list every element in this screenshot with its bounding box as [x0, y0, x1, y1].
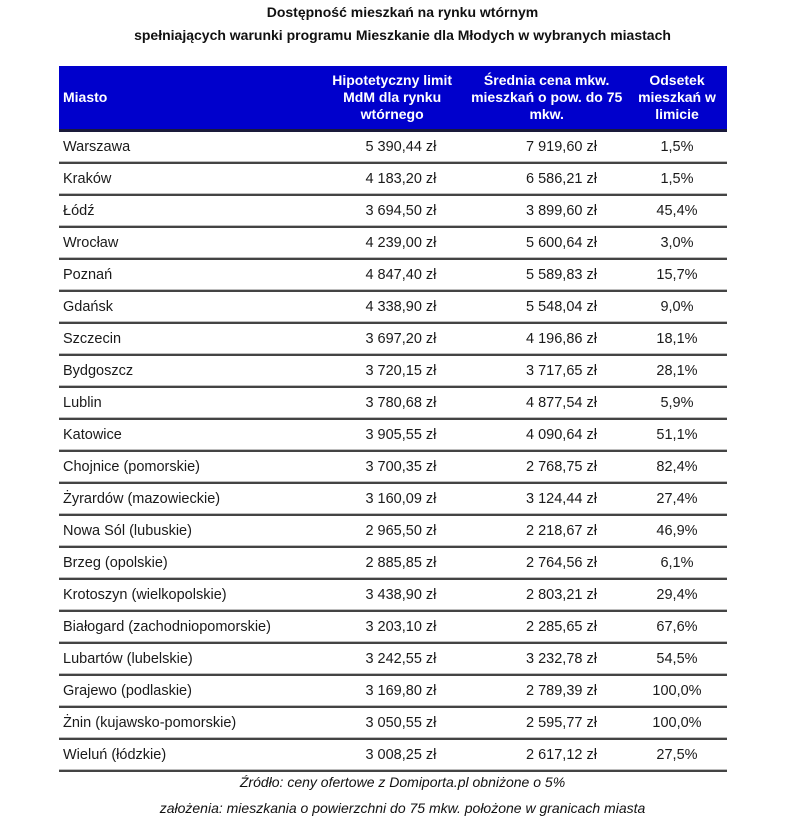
limit-cell: 3 720,15 zł	[318, 355, 467, 387]
table-row	[59, 131, 727, 164]
share-cell: 29,4%	[627, 579, 727, 611]
limit-cell: 2 885,85 zł	[318, 547, 467, 579]
limit-cell: 3 697,20 zł	[318, 323, 467, 355]
limit-cell: 2 965,50 zł	[318, 515, 467, 547]
limit-cell: 3 242,55 zł	[318, 643, 467, 675]
city-cell: Chojnice (pomorskie)	[59, 451, 318, 483]
table-title-line-1: Dostępność mieszkań na rynku wtórnym	[266, 4, 539, 20]
avg-price-cell: 5 600,64 zł	[466, 227, 627, 259]
limit-cell: 3 169,80 zł	[318, 675, 467, 707]
city-cell: Łódź	[59, 195, 318, 227]
city-cell: Lubartów (lubelskie)	[59, 643, 318, 675]
city-cell: Lublin	[59, 387, 318, 419]
table-row	[59, 323, 727, 355]
limit-cell: 3 050,55 zł	[318, 707, 467, 739]
table-row	[59, 483, 727, 515]
avg-price-cell: 2 768,75 zł	[466, 451, 627, 483]
table-row	[59, 707, 727, 739]
city-cell: Żnin (kujawsko-pomorskie)	[59, 707, 318, 739]
avg-price-cell: 2 285,65 zł	[466, 611, 627, 643]
avg-price-cell: 7 919,60 zł	[466, 131, 627, 164]
limit-cell: 3 008,25 zł	[318, 739, 467, 771]
table-row	[59, 611, 727, 643]
city-cell: Poznań	[59, 259, 318, 291]
header-city: Miasto	[59, 66, 318, 131]
limit-cell: 4 183,20 zł	[318, 163, 467, 195]
share-cell: 3,0%	[627, 227, 727, 259]
city-cell: Warszawa	[59, 131, 318, 164]
avg-price-cell: 2 218,67 zł	[466, 515, 627, 547]
table-row	[59, 387, 727, 419]
assumptions-note: założenia: mieszkania o powierzchni do 75 mkw. położone w granicach miasta	[159, 800, 646, 816]
city-cell: Białogard (zachodniopomorskie)	[59, 611, 318, 643]
share-cell: 51,1%	[627, 419, 727, 451]
share-cell: 28,1%	[627, 355, 727, 387]
header-row	[59, 66, 727, 131]
avg-price-cell: 4 090,64 zł	[466, 419, 627, 451]
city-cell: Katowice	[59, 419, 318, 451]
city-cell: Wieluń (łódzkie)	[59, 739, 318, 771]
city-cell: Gdańsk	[59, 291, 318, 323]
avg-price-cell: 4 196,86 zł	[466, 323, 627, 355]
avg-price-cell: 2 595,77 zł	[466, 707, 627, 739]
table-row	[59, 419, 727, 451]
table-row	[59, 739, 727, 771]
share-cell: 1,5%	[627, 163, 727, 195]
share-cell: 18,1%	[627, 323, 727, 355]
limit-cell: 3 203,10 zł	[318, 611, 467, 643]
limit-cell: 4 847,40 zł	[318, 259, 467, 291]
city-cell: Kraków	[59, 163, 318, 195]
share-cell: 82,4%	[627, 451, 727, 483]
city-cell: Krotoszyn (wielkopolskie)	[59, 579, 318, 611]
table-row	[59, 579, 727, 611]
table-row	[59, 291, 727, 323]
share-cell: 1,5%	[627, 131, 727, 164]
table-row	[59, 547, 727, 579]
share-cell: 54,5%	[627, 643, 727, 675]
table-title-line-2: spełniających warunki programu Mieszkanie dla Młodych w wybranych miastach	[134, 27, 671, 43]
city-cell: Żyrardów (mazowieckie)	[59, 483, 318, 515]
share-cell: 100,0%	[627, 707, 727, 739]
share-cell: 15,7%	[627, 259, 727, 291]
share-cell: 6,1%	[627, 547, 727, 579]
header-share: Odsetek mieszkań w limicie	[627, 66, 727, 131]
avg-price-cell: 2 789,39 zł	[466, 675, 627, 707]
share-cell: 67,6%	[627, 611, 727, 643]
limit-cell: 4 338,90 zł	[318, 291, 467, 323]
avg-price-cell: 2 803,21 zł	[466, 579, 627, 611]
limit-cell: 3 160,09 zł	[318, 483, 467, 515]
table-row	[59, 259, 727, 291]
share-cell: 100,0%	[627, 675, 727, 707]
avg-price-cell: 3 232,78 zł	[466, 643, 627, 675]
city-cell: Brzeg (opolskie)	[59, 547, 318, 579]
avg-price-cell: 4 877,54 zł	[466, 387, 627, 419]
avg-price-cell: 3 717,65 zł	[466, 355, 627, 387]
avg-price-cell: 3 124,44 zł	[466, 483, 627, 515]
header-avg-price: Średnia cena mkw. mieszkań o pow. do 75 mkw.	[466, 66, 627, 131]
table-row	[59, 451, 727, 483]
table-body	[59, 131, 727, 772]
limit-cell: 3 694,50 zł	[318, 195, 467, 227]
share-cell: 9,0%	[627, 291, 727, 323]
city-cell: Wrocław	[59, 227, 318, 259]
limit-cell: 3 700,35 zł	[318, 451, 467, 483]
avg-price-cell: 6 586,21 zł	[466, 163, 627, 195]
city-cell: Szczecin	[59, 323, 318, 355]
limit-cell: 5 390,44 zł	[318, 131, 467, 164]
source-note: Źródło: ceny ofertowe z Domiporta.pl obniżone o 5%	[239, 774, 566, 790]
limit-cell: 3 780,68 zł	[318, 387, 467, 419]
share-cell: 27,4%	[627, 483, 727, 515]
limit-cell: 4 239,00 zł	[318, 227, 467, 259]
table-row	[59, 675, 727, 707]
table-row	[59, 643, 727, 675]
limit-cell: 3 438,90 zł	[318, 579, 467, 611]
share-cell: 46,9%	[627, 515, 727, 547]
city-cell: Bydgoszcz	[59, 355, 318, 387]
avg-price-cell: 2 764,56 zł	[466, 547, 627, 579]
table-row	[59, 163, 727, 195]
share-cell: 5,9%	[627, 387, 727, 419]
avg-price-cell: 2 617,12 zł	[466, 739, 627, 771]
avg-price-cell: 3 899,60 zł	[466, 195, 627, 227]
limit-cell: 3 905,55 zł	[318, 419, 467, 451]
table-row	[59, 515, 727, 547]
city-cell: Grajewo (podlaskie)	[59, 675, 318, 707]
avg-price-cell: 5 548,04 zł	[466, 291, 627, 323]
table-row	[59, 227, 727, 259]
city-cell: Nowa Sól (lubuskie)	[59, 515, 318, 547]
avg-price-cell: 5 589,83 zł	[466, 259, 627, 291]
share-cell: 27,5%	[627, 739, 727, 771]
table-row	[59, 195, 727, 227]
table-row	[59, 355, 727, 387]
header-limit: Hipotetyczny limit MdM dla rynku wtórnego	[318, 66, 467, 131]
affordability-table	[59, 66, 727, 772]
share-cell: 45,4%	[627, 195, 727, 227]
